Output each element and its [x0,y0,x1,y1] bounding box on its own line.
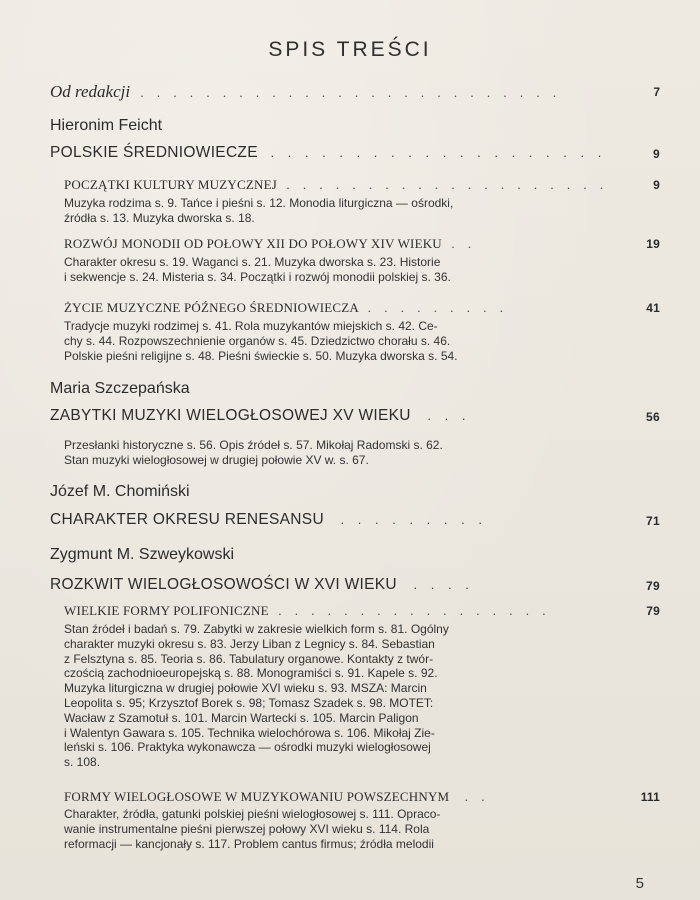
page-ref: 9 [653,178,660,192]
section-summary [64,196,597,226]
toc-entry-intro[interactable] [50,82,660,102]
page-number: 5 [635,875,644,892]
summary-line: Muzyka rodzima s. 9. Tańce i pieśni s. 12. Monodia liturgiczna — ośrodki, [64,196,454,210]
summary-line: z Felsztyna s. 85. Teoria s. 86. Tabulatury organowe. Kontakty z twór- [64,651,434,666]
page-ref: 79 [646,604,660,618]
page-ref: 7 [653,85,660,99]
dot-leader: . . . . . . . . . [340,512,487,527]
summary-line: charakter muzyki okresu s. 83. Jerzy Liban z Legnicy s. 84. Sebastian [64,636,435,651]
author-name: Zygmunt M. Szweykowski [50,546,235,563]
page-title: SPIS TREŚCI [268,38,432,61]
page-ref: 79 [646,579,660,593]
summary-line: Charakter okresu s. 19. Waganci s. 21. Muzyka dworska s. 23. Historie [64,255,441,269]
toc-entry-part2[interactable] [50,407,660,425]
dot-leader: . . . . [413,577,474,592]
summary-line: Leopolita s. 95; Krzysztof Borek s. 98; Tomasz Szadek s. 98. MOTET: [64,695,434,710]
dot-leader: . . [464,789,490,804]
toc-subentry[interactable] [64,300,660,316]
author-name: Józef M. Chomiński [50,483,190,500]
page-ref: 41 [646,301,660,315]
summary-line: i sekwencje s. 24. Misteria s. 34. Początki i rozwój monodii polskiej s. 36. [64,269,451,284]
summary-line: Charakter, źródła, gatunki polskiej pieśni wielogłosowej s. 111. Opraco- [64,807,441,821]
page-ref: 56 [646,410,660,424]
toc-entry-part4[interactable] [50,576,660,594]
page-ref: 111 [640,790,660,804]
section-summary [64,255,597,285]
toc-entry-part3[interactable] [50,511,660,529]
page-ref: 9 [653,147,660,161]
entry-title: POLSKIE ŚREDNIOWIECZE [50,144,258,161]
summary-line: wanie instrumentalne pieśni pierwszej połowy XVI wieku s. 114. Rola [64,821,430,836]
summary-line: chy s. 44. Rozpowszechnienie organów s. 45. Dziedzictwo chorału s. 46. [64,333,451,348]
author-name: Hieronim Feicht [50,117,163,134]
author-name: Maria Szczepańska [50,380,190,397]
entry-label: Od redakcji [50,82,131,101]
dot-leader: . . . . . . . . . . . . . . . . . . . . . . . . . . [140,85,562,100]
entry-title: ZABYTKI MUZYKI WIELOGŁOSOWEJ XV WIEKU [50,407,411,424]
entry-title: ROZWÓJ MONODII OD POŁOWY XII DO POŁOWY XIV WIEKU [64,236,442,251]
summary-line: Stan źródeł i badań s. 79. Zabytki w zakresie wielkich form s. 81. Ogólny [64,622,449,636]
summary-line: Tradycje muzyki rodzimej s. 41. Rola muzykantów miejskich s. 42. Ce- [64,319,438,333]
summary-line: i Walentyn Gawara s. 105. Technika wielochórowa s. 106. Mikołaj Zie- [64,725,435,740]
summary-line: s. 108. [64,755,101,770]
summary-line: Stan muzyki wielogłosowej w drugiej połowie XV w. s. 67. [64,452,369,467]
summary-line: źródła s. 13. Muzyka dworska s. 18. [64,210,255,225]
entry-title: WIELKIE FORMY POLIFONICZNE [64,603,269,618]
section-summary [64,319,597,363]
summary-line: Przesłanki historyczne s. 56. Opis źródeł s. 57. Mikołaj Radomski s. 62. [64,438,443,452]
section-summary [64,622,597,770]
toc-entry-part1[interactable] [50,144,660,162]
toc-subentry[interactable] [64,236,660,252]
dot-leader: . . [451,236,477,251]
summary-line: reformacji — kancjonały s. 117. Problem cantus firmus; źródła melodii [64,836,434,851]
dot-leader: . . . . . . . . . . . . . . . . . . . . [270,145,607,160]
summary-line: Wacław z Szamotuł s. 101. Marcin Wartecki s. 105. Marcin Paligon [64,710,419,725]
entry-title: FORMY WIELOGŁOSOWE W MUZYKOWANIU POWSZECHNYM [64,789,450,804]
summary-line: Polskie pieśni religijne s. 48. Pieśni świeckie s. 50. Muzyka dworska s. 54. [64,348,458,363]
toc-subentry[interactable] [64,789,660,805]
section-summary [64,807,597,851]
entry-title: ŻYCIE MUZYCZNE PÓŹNEGO ŚREDNIOWIECZA [64,300,359,315]
toc-subentry[interactable] [64,603,660,619]
dot-leader: . . . . . . . . . . . . . . . . . [278,603,551,618]
dot-leader: . . . . . . . . . . . . . . . . . . . . [286,177,609,192]
entry-title: POCZĄTKI KULTURY MUZYCZNEJ [64,177,277,192]
dot-leader: . . . [427,408,471,423]
entry-title: ROZKWIT WIELOGŁOSOWOŚCI W XVI WIEKU [50,576,397,593]
page-ref: 71 [646,514,660,528]
page-ref: 19 [646,237,660,251]
section-summary [64,438,597,468]
entry-title: CHARAKTER OKRESU RENESANSU [50,511,324,528]
toc-subentry[interactable] [64,177,660,193]
summary-line: Muzyka liturgiczna w drugiej połowie XVI wieku s. 93. MSZA: Marcin [64,681,427,696]
summary-line: leński s. 106. Praktyka wykonawcza — ośrodki muzyki wielogłosowej [64,740,431,755]
dot-leader: . . . . . . . . . [367,300,508,315]
summary-line: czością zachodnioeuropejską s. 88. Monogramiści s. 91. Kapele s. 92. [64,666,438,681]
